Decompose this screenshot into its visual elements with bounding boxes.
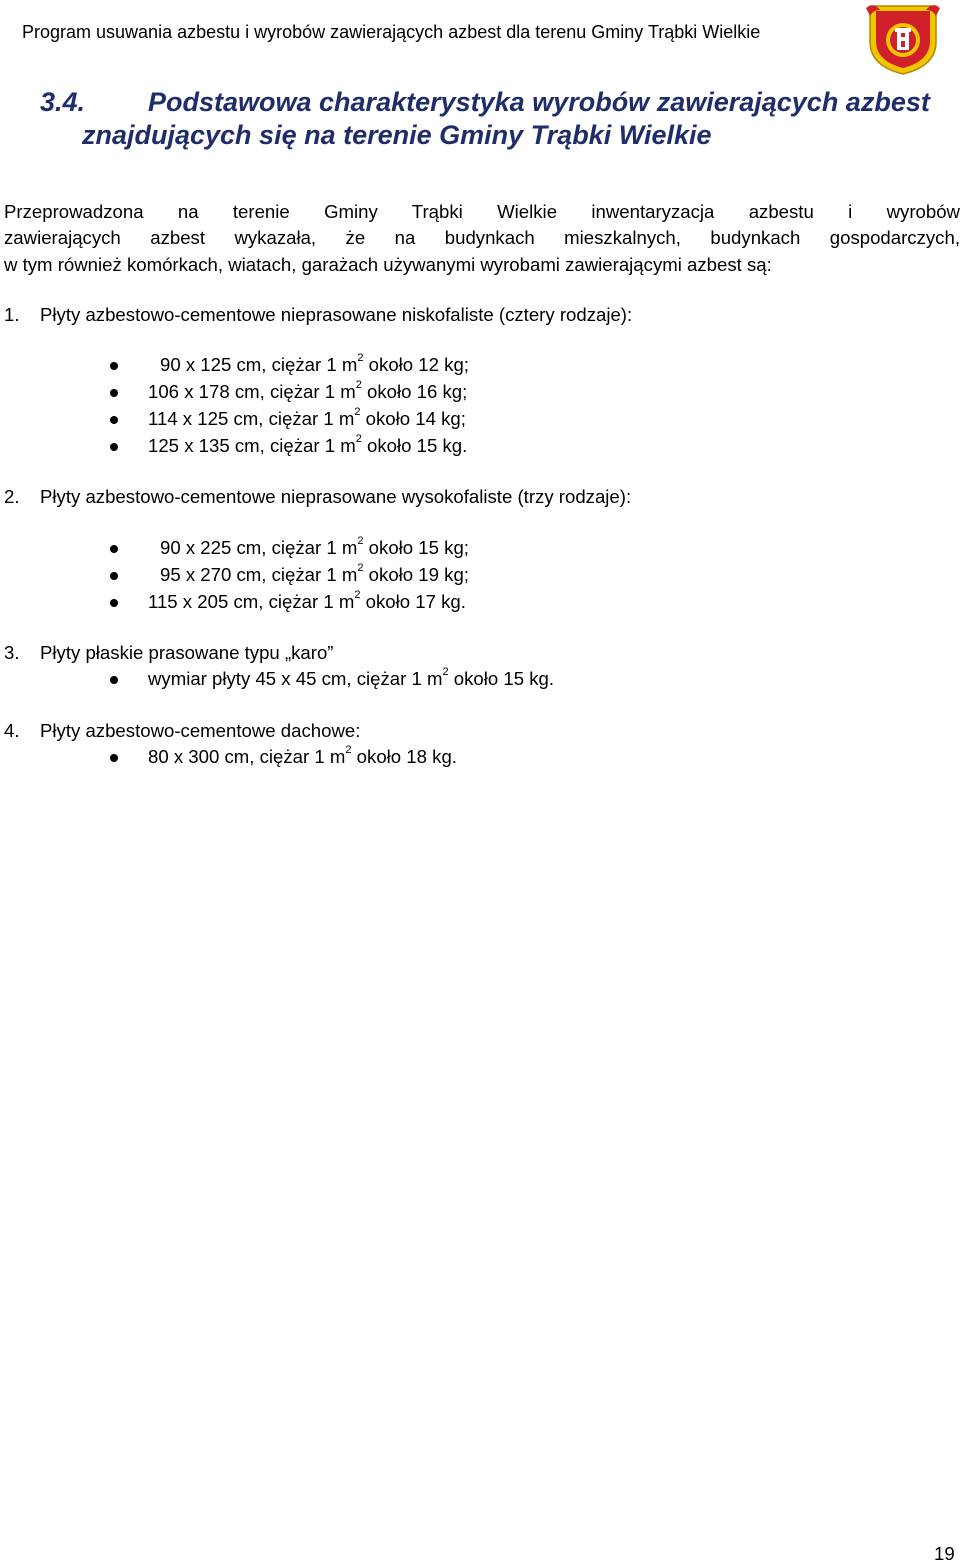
bullet-icon: [110, 754, 118, 762]
list-item-title: [4, 719, 360, 743]
intro-line: w tym również komórkach, wiatach, garażach używanymi wyrobami zawierającymi azbest są:: [4, 253, 772, 275]
section-title-line1: Podstawowa charakterystyka wyrobów zawierających azbest: [148, 87, 930, 117]
bullet-icon: [110, 572, 118, 580]
bullet-icon: [110, 676, 118, 684]
bullet-icon: [110, 545, 118, 553]
section-title-line2: znajdujących się na terenie Gminy Trąbki Wielkie: [82, 120, 712, 150]
list-item-number: 3.: [4, 642, 20, 663]
list-item-text: Płyty płaskie prasowane typu „karo”: [40, 642, 334, 663]
list-item-text: Płyty azbestowo-cementowe nieprasowane niskofaliste (cztery rodzaje):: [40, 304, 633, 325]
bullet-icon: [110, 443, 118, 451]
list-item-title: [4, 303, 632, 327]
list-item-number: 2.: [4, 486, 20, 507]
list-item-number: 4.: [4, 720, 20, 741]
header-title: Program usuwania azbestu i wyrobów zawierających azbest dla terenu Gminy Trąbki Wielkie: [22, 22, 761, 42]
bullet-icon: [110, 416, 118, 424]
intro-line: zawierających azbest wykazała, że na budynkach mieszkalnych, budynkach gospodarczych,: [4, 227, 960, 249]
page-number: 19: [934, 1543, 955, 1564]
bullet-icon: [110, 389, 118, 397]
list-item-title: [4, 485, 631, 509]
coat-of-arms-icon: [864, 2, 942, 76]
list-item-title: [4, 641, 334, 665]
bullet-icon: [110, 599, 118, 607]
list-item-text: Płyty azbestowo-cementowe nieprasowane wysokofaliste (trzy rodzaje):: [40, 486, 632, 507]
list-item-text: Płyty azbestowo-cementowe dachowe:: [40, 720, 361, 741]
intro-paragraph: [4, 199, 960, 278]
list-item-number: 1.: [4, 304, 20, 325]
section-heading: [40, 86, 960, 152]
intro-line: Przeprowadzona na terenie Gminy Trąbki Wielkie inwentaryzacja azbestu i wyrobów: [4, 201, 960, 222]
section-number: 3.4.: [40, 87, 86, 117]
bullet-icon: [110, 362, 118, 370]
